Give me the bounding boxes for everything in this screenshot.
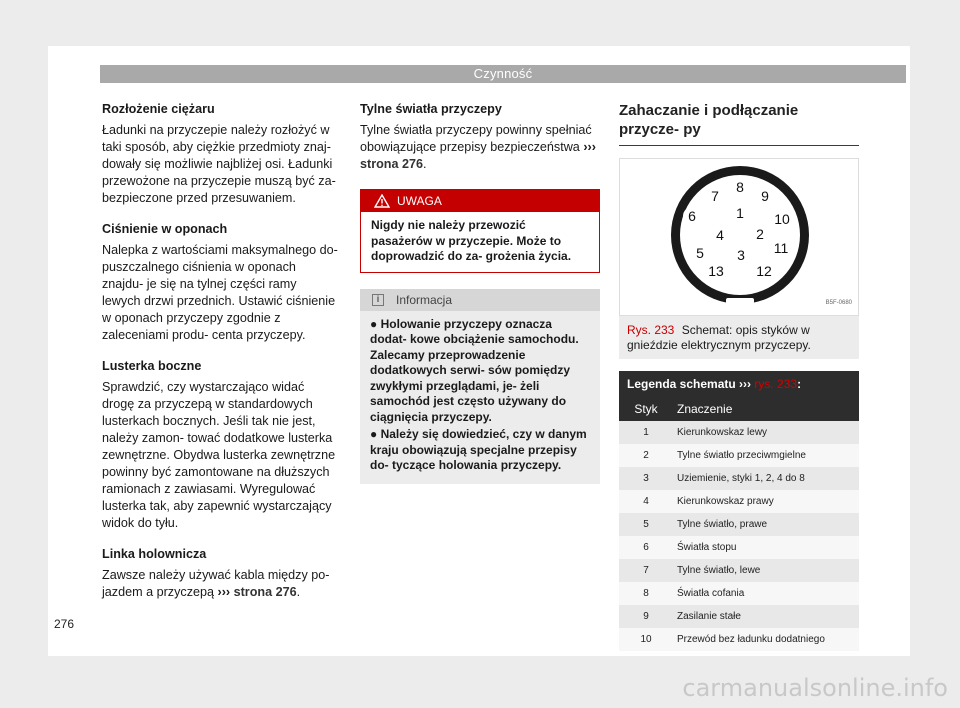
watermark: carmanualsonline.info [682, 674, 948, 702]
cell-styk: 2 [643, 450, 649, 461]
text-weight: Ładunki na przyczepie należy rozłożyć w taki sposób, aby ciężkie przedmioty znaj- dowały się możliwie najbliżej osi. Ładunki przewożone na przyczepie muszą być za- bezpieczone przed przesuwaniem. [102, 123, 336, 205]
cell-znaczenie: Tylne światło, prawe [677, 519, 768, 530]
col-header-znaczenie: Znaczenie [677, 402, 733, 416]
bullet-icon: ● [370, 316, 378, 331]
text-cable [102, 567, 338, 601]
pin-label-4: 4 [716, 227, 724, 243]
text-tail-lights-body: Tylne światła przyczepy powinny spełniać obowiązujące przepisy bezpieczeństwa [360, 123, 592, 154]
info-box [360, 289, 600, 484]
text-tyres: Nalepka z wartościami maksymalnego do- puszczalnego ciśnienia w oponach znajdu- je się na tylnej części ramy lewych drzwi przednich. Ustawić ciśnienie w oponach przyczepy zgodnie z zaleceniami produ- centa przyczepy. [102, 243, 338, 342]
cell-znaczenie: Tylne światło przeciwmgielne [677, 450, 806, 461]
section-mirrors [102, 358, 338, 532]
heading-tail-lights: Tylne światła przyczepy [360, 102, 502, 116]
pin-label-9: 9 [761, 188, 769, 204]
legend-arrow: ››› [739, 377, 752, 391]
link-arrow: ››› [217, 585, 231, 599]
warning-text: Nigdy nie należy przewozić pasażerów w przyczepie. Może to doprowadzić do za- grożenia życia. [371, 218, 572, 263]
cell-styk: 6 [643, 542, 649, 553]
heading-weight: Rozłożenie ciężaru [102, 102, 215, 116]
cell-styk: 4 [643, 496, 649, 507]
legend-title [619, 371, 859, 397]
cell-znaczenie: Zasilanie stałe [677, 611, 741, 622]
cell-znaczenie: Tylne światło, lewe [677, 565, 761, 576]
warning-title: UWAGA [397, 194, 442, 208]
text-tail-lights-end: . [423, 157, 427, 171]
info-body [360, 311, 600, 484]
cell-styk: 8 [643, 588, 649, 599]
caption-label: Rys. 233 [627, 323, 675, 337]
warning-triangle-icon [374, 194, 390, 208]
cell-styk: 7 [643, 565, 649, 576]
col-header-styk: Styk [634, 402, 658, 416]
page-number: 276 [54, 617, 75, 631]
pin-label-11: 11 [773, 240, 789, 256]
text-cable-end: . [296, 585, 301, 599]
page-link-276[interactable]: strona 276 [360, 157, 423, 171]
table-row [619, 513, 859, 536]
figure-caption [619, 316, 859, 359]
cell-znaczenie: Przewód bez ładunku dodatniego [677, 634, 825, 645]
cell-styk: 1 [643, 427, 649, 438]
column-2 [360, 101, 600, 484]
cell-styk: 5 [643, 519, 649, 530]
pin-label-10: 10 [774, 211, 790, 227]
heading-tyres: Ciśnienie w oponach [102, 222, 228, 236]
text-cable-body: Zawsze należy używać kabla między po- jazdem a przyczepą [102, 568, 330, 599]
legend-title-text: Legenda schematu [627, 377, 736, 391]
text-mirrors: Sprawdzić, czy wystarczająco widać drogę za przyczepą w standardowych lusterkach bocznych. Jeśli tak nie jest, należy zamon- tować dodatkowe lusterka zewnętrzne. Obydwa lusterka zewnętrzne powinny być zamontowane na dłuższych ramionach z zawiasami. Wyregulować lusterka tak, aby zapewnić wystarczający widok do tyłu. [102, 380, 336, 530]
table-row [619, 444, 859, 467]
info-item-text: Holowanie przyczepy oznacza dodat- kowe obciążenie samochodu. Zalecamy przeprowadzenie dodatkowych serwi- sów pomiędzy zwykłymi przeglądami, je- żeli samochód jest często używany do ciągnięcia przyczepy. [370, 316, 579, 424]
info-item [370, 317, 590, 426]
table-row [619, 582, 859, 605]
cell-znaczenie: Światła cofania [677, 588, 745, 599]
page-link-276[interactable]: strona 276 [233, 585, 297, 599]
section-tyres [102, 221, 338, 344]
pin-label-7: 7 [711, 188, 719, 204]
bullet-icon: ● [370, 427, 378, 441]
column-1 [102, 101, 338, 615]
column-3 [619, 101, 861, 651]
table-row [619, 628, 859, 651]
pin-label-12: 12 [756, 263, 772, 279]
section-header: Czynność [100, 65, 906, 83]
cell-znaczenie: Uziemienie, styki 1, 2, 4 do 8 [677, 473, 805, 484]
link-arrow: ››› [583, 140, 596, 154]
cell-znaczenie: Kierunkowskaz lewy [677, 427, 768, 438]
heading-mirrors: Lusterka boczne [102, 359, 202, 373]
info-header [360, 289, 600, 311]
manual-page [48, 46, 910, 656]
pin-label-5: 5 [696, 245, 704, 261]
legend-colon: : [797, 377, 802, 391]
info-title: Informacja [396, 292, 453, 307]
cell-styk: 3 [643, 473, 649, 484]
heading-cable: Linka holownicza [102, 547, 207, 561]
section-title-hitching: Zahaczanie i podłączanie przycze- py [619, 101, 859, 146]
info-icon: i [372, 294, 384, 306]
pin-label-1: 1 [736, 205, 744, 221]
section-cable [102, 546, 338, 601]
pin-label-3: 3 [737, 247, 745, 263]
cell-styk: 10 [640, 634, 652, 645]
info-item-text: Należy się dowiedzieć, czy w danym kraju obowiązują specjalne przepisy do- tyczące holowania przyczepy. [370, 427, 587, 472]
socket-diagram-svg [620, 159, 860, 317]
table-row [619, 536, 859, 559]
warning-header [361, 190, 599, 212]
table-row [619, 467, 859, 490]
caption-text: Schemat: opis styków w gnieździe elektrycznym przyczepy. [627, 323, 811, 352]
table-row [619, 421, 859, 444]
legend-header-row [619, 397, 859, 421]
pin-label-8: 8 [736, 179, 744, 195]
table-row [619, 490, 859, 513]
socket-diagram [619, 158, 859, 316]
legend-table [619, 371, 859, 651]
pin-label-2: 2 [756, 226, 764, 242]
section-weight [102, 101, 338, 207]
table-row [619, 559, 859, 582]
text-tail-lights [360, 122, 600, 173]
cell-znaczenie: Światła stopu [677, 542, 737, 553]
pin-label-6: 6 [688, 208, 696, 224]
warning-box [360, 189, 600, 273]
cell-znaczenie: Kierunkowskaz prawy [677, 496, 774, 507]
info-item [370, 427, 590, 474]
figure-reference-link[interactable]: rys. 233 [754, 377, 798, 391]
pin-label-13: 13 [708, 263, 724, 279]
legend-rows [619, 421, 859, 651]
cell-styk: 9 [643, 611, 649, 622]
figure-code: B5F-0680 [825, 300, 852, 306]
table-row [619, 605, 859, 628]
